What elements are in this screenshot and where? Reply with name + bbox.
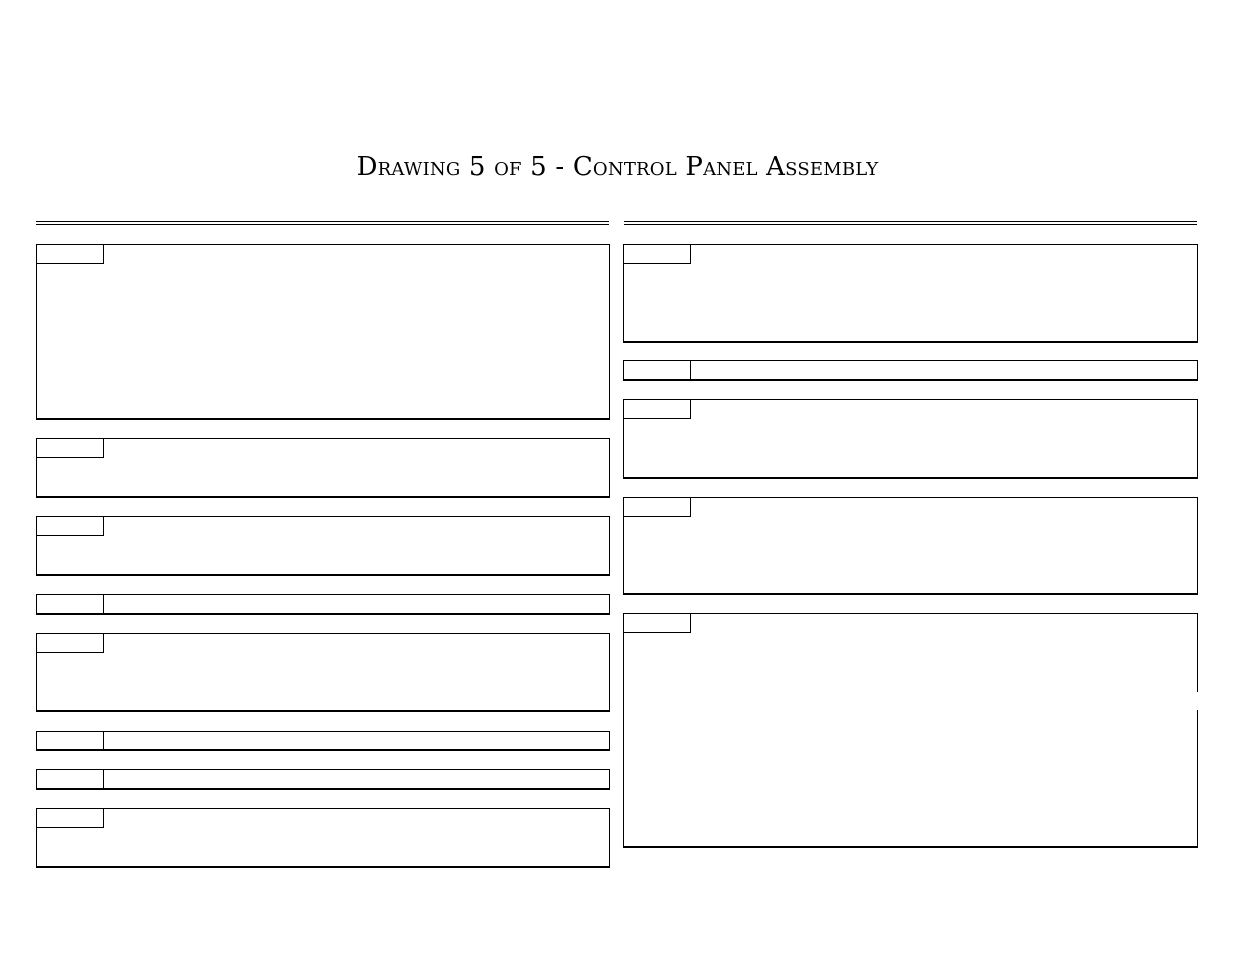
left-panel-strip-2 bbox=[36, 731, 610, 751]
left-panel-strip-3 bbox=[36, 769, 610, 790]
left-panel-strip-1 bbox=[36, 594, 610, 615]
right-panel-box-3-tag bbox=[624, 498, 691, 517]
right-panel-strip-1-tag bbox=[624, 361, 691, 379]
left-panel-box-3-tag bbox=[37, 517, 104, 536]
left-panel-box-4-tag bbox=[37, 634, 104, 653]
right-panel-box-2 bbox=[623, 399, 1198, 479]
right-panel-box-1 bbox=[623, 244, 1198, 343]
left-panel-strip-3-tag bbox=[37, 770, 104, 788]
right-panel-box-1-tag bbox=[624, 245, 691, 264]
right-panel-box-3 bbox=[623, 497, 1198, 595]
header-rule-right bbox=[624, 221, 1197, 225]
left-panel-strip-2-tag bbox=[37, 732, 104, 749]
left-panel-box-2-tag bbox=[37, 439, 104, 458]
right-panel-strip-1 bbox=[623, 360, 1198, 381]
drawing-title: Drawing 5 of 5 - Control Panel Assembly bbox=[356, 152, 879, 182]
header-rule-left bbox=[36, 221, 609, 225]
left-panel-box-3 bbox=[36, 516, 610, 576]
right-panel-box-4 bbox=[623, 613, 1198, 848]
left-panel-box-1 bbox=[36, 244, 610, 420]
right-panel-box-2-tag bbox=[624, 400, 691, 419]
border-gap bbox=[1194, 692, 1200, 710]
left-panel-box-2 bbox=[36, 438, 610, 498]
left-panel-strip-1-tag bbox=[37, 595, 104, 613]
left-panel-box-1-tag bbox=[37, 245, 104, 264]
left-panel-box-5 bbox=[36, 808, 610, 868]
right-panel-box-4-tag bbox=[624, 614, 691, 633]
left-panel-box-4 bbox=[36, 633, 610, 712]
left-panel-box-5-tag bbox=[37, 809, 104, 828]
